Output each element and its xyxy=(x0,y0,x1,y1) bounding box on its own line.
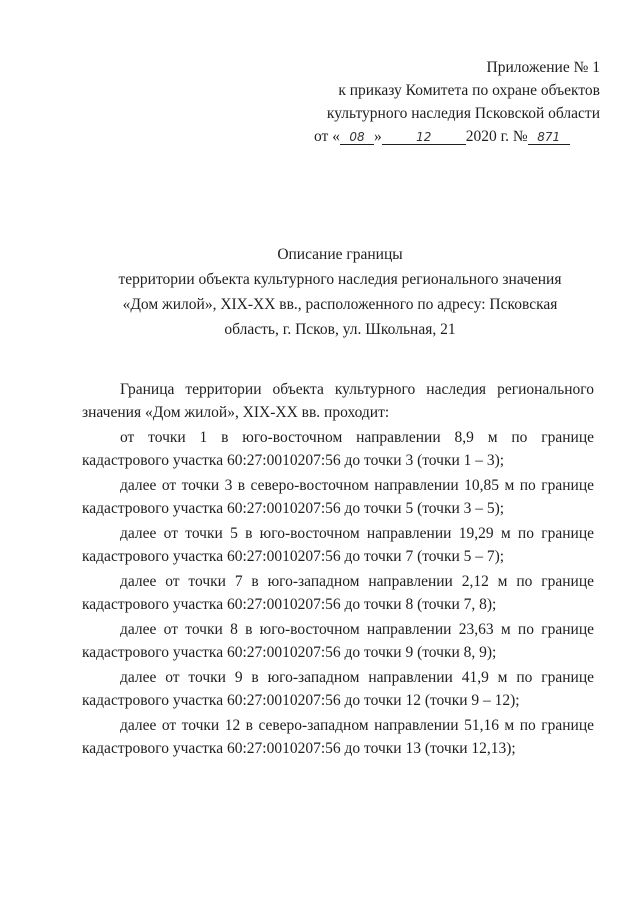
boundary-segment: далее от точки 5 в юго-восточном направлении 19,29 м по границе кадастрового участка 60:27:0010207:56 до точки 7 (точки 5 – 7); xyxy=(82,525,594,565)
title-line-3: «Дом жилой», XIX-XX вв., расположенного по адресу: Псковская xyxy=(122,296,558,313)
document-title xyxy=(60,242,620,342)
boundary-segment: далее от точки 8 в юго-восточном направлении 23,63 м по границе кадастрового участка 60:27:0010207:56 до точки 9 (точки 8, 9); xyxy=(82,621,594,661)
appendix-title: Приложение № 1 xyxy=(486,59,600,76)
boundary-segment: далее от точки 7 в юго-западном направлении 2,12 м по границе кадастрового участка 60:27:0010207:56 до точки 8 (точки 7, 8); xyxy=(82,573,594,613)
date-mid: » xyxy=(373,128,382,145)
order-reference-line: к приказу Комитета по охране объектов xyxy=(338,82,600,99)
boundary-segment: от точки 1 в юго-восточном направлении 8,9 м по границе кадастрового участка 60:27:0010207:56 до точки 3 (точки 1 – 3); xyxy=(82,429,594,469)
document-body xyxy=(82,378,594,760)
date-prefix: от « xyxy=(314,128,340,145)
title-line-4: область, г. Псков, ул. Школьная, 21 xyxy=(224,321,456,338)
handwritten-order-number: 871 xyxy=(528,130,570,145)
boundary-segment: далее от точки 3 в северо-восточном направлении 10,85 м по границе кадастрового участка 60:27:0010207:56 до точки 5 (точки 3 – 5); xyxy=(82,477,594,517)
committee-name-line: культурного наследия Псковской области xyxy=(326,105,600,122)
title-line-2: территории объекта культурного наследия регионального значения xyxy=(118,271,562,288)
boundary-segment: далее от точки 9 в юго-западном направлении 41,9 м по границе кадастрового участка 60:27:0010207:56 до точки 12 (точки 9 – 12); xyxy=(82,669,594,709)
intro-paragraph: Граница территории объекта культурного наследия регионального значения «Дом жилой», XIX-XX вв. проходит: xyxy=(82,381,594,421)
boundary-segment: далее от точки 12 в северо-западном направлении 51,16 м по границе кадастрового участка 60:27:0010207:56 до точки 13 (точки 12,13); xyxy=(82,717,594,757)
date-year: 2020 г. № xyxy=(465,128,528,145)
handwritten-day: 08 xyxy=(340,130,374,145)
order-date-line xyxy=(300,125,600,148)
appendix-header xyxy=(300,56,600,148)
title-line-1: Описание границы xyxy=(277,246,403,263)
handwritten-month: 12 xyxy=(382,130,466,145)
